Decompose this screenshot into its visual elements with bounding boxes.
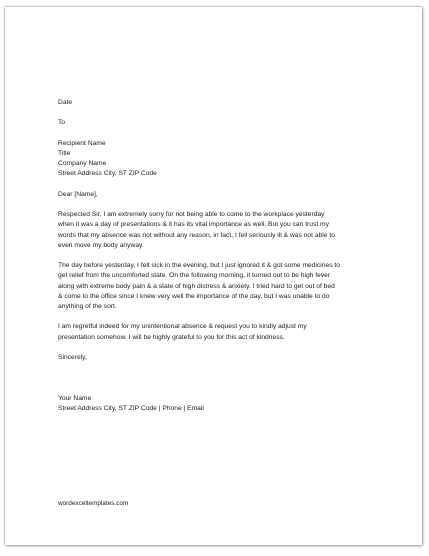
to-line: To [58, 119, 66, 127]
recipient-name: Recipient Name [58, 139, 106, 147]
body-paragraph-1: Respected Sir, I am extremely sorry for not being able to come to the workplace yesterday when it was a day of presentations & it has its vital importance as well. But you can trust my words that my absence was not without any reason, in fact, I fell seriously ill & was not able to even move my body anyway. [58, 211, 335, 249]
body-paragraph-3: I am regretful indeed for my unintentional absence & request you to kindly adjust my presentation somehow. I will be highly grateful to you for this act of kindness. [58, 323, 307, 341]
date-line: Date [58, 99, 73, 106]
letter-body [58, 98, 393, 414]
body-paragraph-2: The day before yesterday, I felt sick in the evening, but I just ignored it & got some medicines to get relief from the uncomforted state. On the following morning, it turned out to be high fever along with extreme body pain & a state of high distress & anxiety. I tried hard to get out of bed & come to the office since I knew very well the importance of the day, but I was unable to do anything of the sort. [58, 262, 341, 310]
recipient-title: Title [58, 149, 71, 157]
recipient-company: Company Name [58, 160, 107, 168]
letter-page [5, 7, 422, 545]
sender-block [58, 394, 393, 414]
website-footer: wordexceltemplates.com [58, 500, 129, 507]
recipient-block [58, 139, 393, 180]
sender-contact: Street Address City, ST ZIP Code | Phone | Email [58, 404, 204, 412]
closing: Sincerely, [58, 353, 87, 361]
salutation: Dear [Name], [58, 190, 98, 198]
sender-name: Your Name [58, 394, 92, 402]
recipient-address: Street Address City, ST ZIP Code [58, 170, 157, 178]
